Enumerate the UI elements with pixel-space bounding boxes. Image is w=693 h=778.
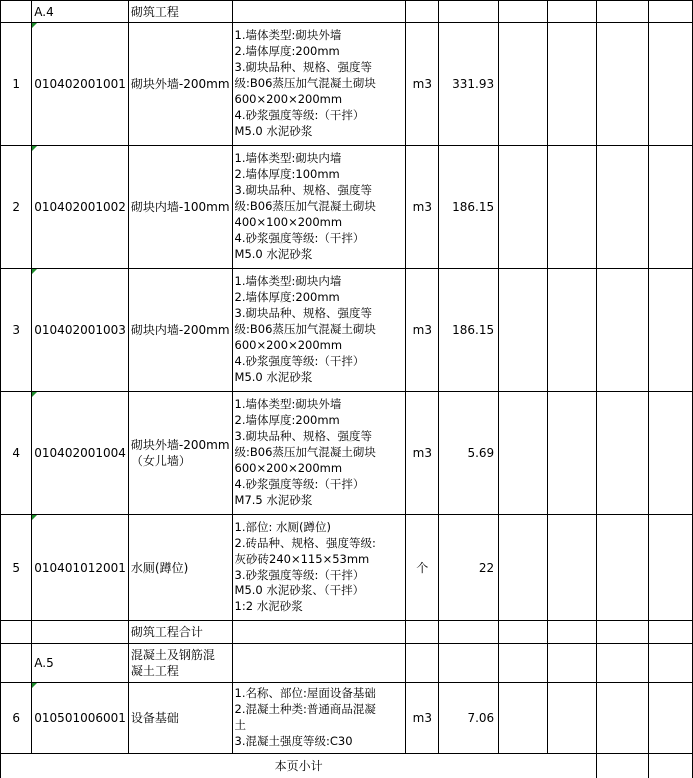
name-cell: 砌块外墙-200mm (128, 23, 232, 146)
desc-cell (232, 269, 406, 392)
desc-line: 灰砂砖240×115×53mm (234, 551, 370, 566)
section-name-line: 混凝土及钢筋混 (130, 648, 215, 662)
desc-line: 1.墙体类型:砌块外墙 (234, 397, 342, 412)
table-row (1, 146, 693, 269)
desc-line: 3.砌块品种、规格、强度等 (234, 183, 373, 198)
desc-line: 级:B06蒸压加气混凝土砌块 (234, 445, 376, 460)
comment-marker-icon (32, 392, 37, 397)
table-row (1, 515, 693, 621)
desc-cell (232, 683, 406, 754)
code-cell (32, 146, 129, 269)
section-header-a4 (1, 1, 693, 23)
code-cell (32, 269, 129, 392)
desc-line: 4.砂浆强度等级:（干拌） (234, 107, 365, 122)
page-subtotal-label: 本页小计 (1, 754, 597, 778)
seq-cell: 6 (1, 683, 32, 754)
code-cell (32, 515, 129, 621)
table-row (1, 269, 693, 392)
name-line: 砌块外墙-200mm (130, 438, 230, 452)
desc-line: 600×200×200mm (234, 337, 343, 352)
desc-line: 3.砌块品种、规格、强度等 (234, 429, 373, 444)
desc-line: 4.砂浆强度等级:（干拌） (234, 353, 365, 368)
desc-line: 级:B06蒸压加气混凝土砌块 (234, 322, 376, 337)
desc-line: 3.砌块品种、规格、强度等 (234, 60, 373, 75)
desc-line: 600×200×200mm (234, 91, 343, 106)
code-text: 010402001003 (34, 323, 126, 337)
desc-line: 级:B06蒸压加气混凝土砌块 (234, 76, 376, 91)
desc-line: 4.砂浆强度等级:（干拌） (234, 230, 365, 245)
unit-cell: 个 (406, 515, 439, 621)
desc-line: 土 (234, 718, 247, 732)
desc-line: M5.0 水泥砂浆 (234, 369, 313, 384)
desc-line: M5.0 水泥砂浆 (234, 246, 313, 261)
comment-marker-icon (32, 683, 37, 688)
desc-line: 2.墙体厚度:200mm (234, 413, 340, 428)
unit-cell: m3 (406, 269, 439, 392)
comment-marker-icon (32, 515, 37, 520)
seq-cell: 1 (1, 23, 32, 146)
comment-marker-icon (32, 23, 37, 28)
section-name-line: 凝土工程 (130, 664, 179, 678)
desc-line: 1:2 水泥砂浆 (234, 599, 303, 614)
subtotal-label: 砌筑工程合计 (128, 621, 232, 644)
table-row (1, 23, 693, 146)
desc-line: 2.混凝土种类:普通商品混凝 (234, 702, 376, 717)
code-text: 010501006001 (34, 711, 126, 725)
table-row (1, 392, 693, 515)
seq-cell: 4 (1, 392, 32, 515)
qty-cell: 186.15 (439, 269, 499, 392)
desc-line: M5.0 水泥砂浆、（干拌） (234, 583, 365, 598)
section-code: A.4 (32, 1, 129, 23)
desc-line: 3.砂浆强度等级:（干拌） (234, 567, 365, 582)
desc-line: 2.墙体厚度:100mm (234, 167, 340, 182)
desc-line: 3.砌块品种、规格、强度等 (234, 306, 373, 321)
code-cell (32, 23, 129, 146)
desc-line: M5.0 水泥砂浆 (234, 123, 313, 138)
table-row (1, 683, 693, 754)
comment-marker-icon (32, 269, 37, 274)
qty-cell: 5.69 (439, 392, 499, 515)
desc-line: 级:B06蒸压加气混凝土砌块 (234, 199, 376, 214)
desc-line: 1.部位: 水厕(蹲位) (234, 519, 332, 534)
unit-cell: m3 (406, 392, 439, 515)
comment-marker-icon (32, 146, 37, 151)
name-line: （女儿墙） (130, 454, 191, 468)
code-text: 010402001001 (34, 77, 126, 91)
desc-line: M7.5 水泥砂浆 (234, 492, 313, 507)
desc-line: 600×200×200mm (234, 460, 343, 475)
desc-line: 1.名称、部位:屋面设备基础 (234, 686, 376, 701)
desc-line: 2.墙体厚度:200mm (234, 44, 340, 59)
desc-line: 1.墙体类型:砌块内墙 (234, 274, 342, 289)
desc-cell (232, 392, 406, 515)
seq-cell: 5 (1, 515, 32, 621)
page-subtotal-row (1, 754, 693, 778)
desc-line: 1.墙体类型:砌块外墙 (234, 28, 342, 43)
code-text: 010402001002 (34, 200, 126, 214)
name-cell (128, 392, 232, 515)
code-cell (32, 392, 129, 515)
code-cell (32, 683, 129, 754)
qty-cell: 186.15 (439, 146, 499, 269)
name-cell: 水厕(蹲位) (128, 515, 232, 621)
section-subtotal-row (1, 621, 693, 644)
name-cell: 砌块内墙-200mm (128, 269, 232, 392)
seq-cell: 3 (1, 269, 32, 392)
unit-cell: m3 (406, 146, 439, 269)
desc-line: 2.砖品种、规格、强度等级: (234, 535, 376, 550)
desc-cell (232, 23, 406, 146)
code-text: 010402001004 (34, 446, 126, 460)
code-text: 010401012001 (34, 560, 126, 575)
desc-line: 400×100×200mm (234, 214, 343, 229)
section-name (128, 644, 232, 683)
desc-line: 1.墙体类型:砌块内墙 (234, 151, 342, 166)
qty-cell: 22 (439, 515, 499, 621)
desc-line: 2.墙体厚度:200mm (234, 290, 340, 305)
name-cell: 设备基础 (128, 683, 232, 754)
qty-cell: 7.06 (439, 683, 499, 754)
section-header-a5 (1, 644, 693, 683)
seq-cell: 2 (1, 146, 32, 269)
desc-cell (232, 146, 406, 269)
qty-cell: 331.93 (439, 23, 499, 146)
unit-cell: m3 (406, 683, 439, 754)
unit-cell: m3 (406, 23, 439, 146)
section-name: 砌筑工程 (128, 1, 232, 23)
desc-cell (232, 515, 406, 621)
section-code: A.5 (32, 644, 129, 683)
name-cell: 砌块内墙-100mm (128, 146, 232, 269)
desc-line: 4.砂浆强度等级:（干拌） (234, 476, 365, 491)
desc-line: 3.混凝土强度等级:C30 (234, 733, 353, 748)
